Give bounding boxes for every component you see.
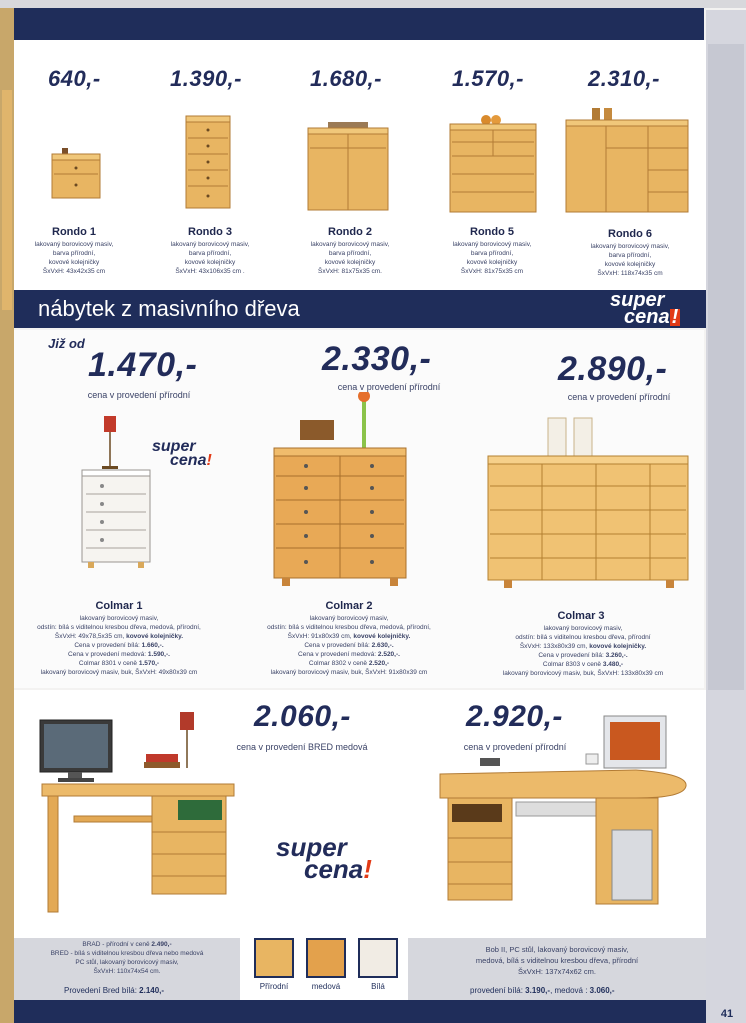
colmar-1-price: 1.470,-: [88, 346, 198, 384]
colmar-2-name: Colmar 2: [325, 600, 373, 612]
rondo-1-image: [48, 140, 104, 202]
bob-caption: cena v provedení přírodní: [463, 742, 567, 752]
rondo-3-name: Rondo 3: [188, 226, 232, 238]
rondo-6-name: Rondo 6: [608, 228, 652, 240]
badge-cena-text: cena: [624, 306, 670, 328]
rondo-2-image: [304, 118, 392, 214]
bred-caption: cena v provedení BRED medová: [236, 742, 368, 752]
bob-desk-image: [436, 712, 692, 912]
colmar-3-image: [484, 416, 694, 592]
swatch-prirodni-label: Přírodní: [259, 982, 289, 991]
rondo-1-price: 640,-: [48, 66, 101, 91]
desks-section: [14, 690, 706, 1002]
rondo-5-spec: lakovaný borovicový masiv, barva přírodní, kovové kolejničky ŠxVxH: 81x75x35 cm: [452, 241, 532, 275]
section-banner: [14, 290, 706, 328]
colmar-1-name: Colmar 1: [95, 600, 143, 612]
colmar-3-caption: cena v provedení přírodní: [567, 392, 671, 402]
rondo-5-price: 1.570,-: [452, 66, 524, 91]
top-edge: [0, 0, 746, 8]
rondo-2-spec: lakovaný borovicový masiv, barva přírodní, kovové kolejničky ŠxVxH: 81x75x35 cm.: [310, 241, 390, 275]
left-page-edge-inner: [2, 90, 12, 310]
top-navy-band: [14, 8, 704, 40]
rondo-3-price: 1.390,-: [170, 66, 242, 91]
bred-info-box: BRAD - přírodní v ceně 2.490,- BRED - bílá s viditelnou kresbou dřeva nebo medová PC stůl, lakovaný borovicový masiv, ŠxVxH: 110x74x54 cm. Provedení Bred bílá: 2.140,-: [14, 938, 240, 1002]
rondo-6-price: 2.310,-: [588, 66, 660, 91]
page-number: 41: [720, 1008, 734, 1020]
bred-price: 2.060,-: [254, 700, 351, 733]
right-page-strip-inner: [708, 44, 744, 690]
rondo-section: [14, 40, 706, 290]
rondo-6-image: [562, 106, 692, 218]
rondo-5-name: Rondo 5: [470, 226, 514, 238]
badge-exclaim: !: [671, 306, 679, 328]
badge-super-text: super: [610, 289, 665, 311]
bred-price-line: Provedení Bred bílá: 2.140,-: [64, 986, 165, 995]
colmar-1-caption: cena v provedení přírodní: [87, 390, 191, 400]
swatch-bila-label: Bílá: [371, 982, 385, 991]
swatch-bila: [358, 938, 398, 978]
colmar-2-image: [270, 392, 410, 590]
swatch-medova: [306, 938, 346, 978]
swatch-prirodni: [254, 938, 294, 978]
bob-info-box: Bob II, PC stůl, lakovaný borovicový masiv, medová, bílá s viditelnou kresbou dřeva, přírodní ŠxVxH: 137x74x62 cm. provedení bílá: 3.190,-, medová : 3.060,-: [408, 938, 706, 1002]
rondo-1-name: Rondo 1: [52, 226, 96, 238]
rondo-3-image: [182, 112, 234, 212]
swatch-medova-label: medová: [311, 982, 341, 991]
colmar-2-caption: cena v provedení přírodní: [337, 382, 441, 392]
super-cena-badge-desks: super cena!: [276, 832, 372, 885]
rondo-2-name: Rondo 2: [328, 226, 372, 238]
colmar-2-price: 2.330,-: [322, 340, 432, 378]
colmar-3-price: 2.890,-: [558, 350, 668, 388]
bred-desk-image: [34, 708, 240, 918]
banner-title: nábytek z masivního dřeva: [38, 296, 300, 321]
from-label: Již od: [48, 336, 85, 351]
colmar-2-spec: lakovaný borovicový masiv, odstín: bílá s viditelnou kresbou dřeva, medová, přírodní, ŠxVxH: 91x80x39 cm, kovové kolejničky. Cena v provedení bílá: 2.630,-. Cena v provedení medová: 2.520,-. Colmar 8302 v ceně 2.520,- lakovaný borovicový masiv, buk, ŠxVxH: 91x80x39 cm: [267, 615, 431, 676]
super-cena-badge-colmar: super cena!: [152, 438, 212, 469]
rondo-3-spec: lakovaný borovicový masiv, barva přírodní, kovové kolejničky ŠxVxH: 43x106x35 cm .: [170, 241, 250, 275]
rondo-5-image: [446, 110, 540, 218]
rondo-1-spec: lakovaný borovicový masiv, barva přírodní, kovové kolejničky ŠxVxH: 43x42x35 cm: [34, 241, 114, 275]
colmar-1-spec: lakovaný borovicový masiv, odstín: bílá s viditelnou kresbou dřeva, medová, přírodní, ŠxVxH: 49x78,5x35 cm, kovové kolejničky. Cena v provedení bílá: 1.660,-. Cena v provedení medová: 1.590,-. Colmar 8301 v ceně 1.570,- lakovaný borovicový masiv, buk, ŠxVxH: 49x80x39 cm: [37, 615, 201, 676]
bob-price-line: provedení bílá: 3.190,-, medová : 3.060,-: [470, 986, 615, 995]
bob-price: 2.920,-: [466, 700, 563, 733]
colmar-section: [14, 330, 704, 688]
colmar-1-image: [78, 414, 162, 570]
rondo-6-spec: lakovaný borovicový masiv, barva přírodní, kovové kolejničky ŠxVxH: 118x74x35 cm: [590, 243, 670, 277]
super-cena-badge: [610, 289, 680, 328]
bottom-navy-bar: [14, 1000, 706, 1023]
rondo-2-price: 1.680,-: [310, 66, 382, 91]
colmar-3-name: Colmar 3: [557, 610, 605, 622]
colmar-3-spec: lakovaný borovicový masiv, odstín: bílá s viditelnou kresbou dřeva, přírodní ŠxVxH: 133x80x39 cm, kovové kolejničky. Cena v provedení bílá: 3.260,-. Colmar 8303 v ceně 3.480,- lakovaný borovicový masiv, buk, ŠxVxH: 133x80x39 cm: [502, 625, 664, 677]
